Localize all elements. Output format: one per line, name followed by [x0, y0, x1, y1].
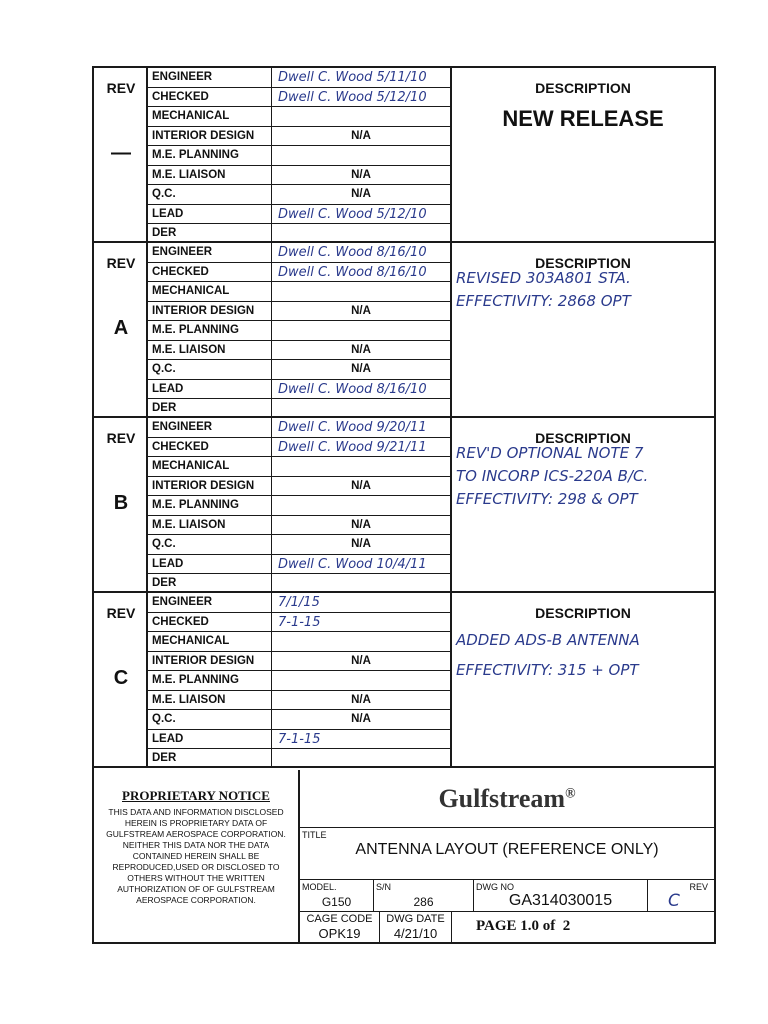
signature-row	[272, 243, 450, 263]
role-row	[148, 555, 271, 575]
cage-code-label: CAGE CODE	[306, 913, 373, 925]
signature-row	[272, 749, 450, 769]
role-row	[148, 243, 271, 263]
signature-column	[272, 593, 452, 766]
role-row	[148, 730, 271, 750]
signature-row	[272, 535, 450, 555]
role-row	[148, 341, 271, 361]
signature-row	[272, 88, 450, 108]
signature-na: N/A	[351, 479, 371, 492]
company-logo	[300, 784, 714, 814]
signature-row	[272, 282, 450, 302]
signature-na: N/A	[351, 343, 371, 356]
signature-na: N/A	[351, 168, 371, 181]
description-header: DESCRIPTION	[535, 430, 631, 446]
role-row	[148, 107, 271, 127]
signature-row	[272, 399, 450, 419]
cage-code-value: OPK19	[318, 926, 361, 941]
role-label: LEAD	[152, 557, 184, 570]
signature-row	[272, 438, 450, 458]
role-label: MECHANICAL	[152, 635, 230, 647]
role-row	[148, 224, 271, 244]
proprietary-heading: PROPRIETARY NOTICE	[122, 788, 270, 803]
role-label: M.E. PLANNING	[152, 674, 239, 686]
role-row	[148, 263, 271, 283]
signature-row	[272, 127, 450, 147]
description-line: EFFECTIVITY: 2868 OPT	[456, 292, 631, 310]
signature-row	[272, 632, 450, 652]
signature-row	[272, 613, 450, 633]
sn-cell	[374, 880, 474, 912]
signature-row	[272, 68, 450, 88]
signature-row	[272, 652, 450, 672]
role-label: DER	[152, 402, 177, 414]
signature-row	[272, 205, 450, 225]
role-row	[148, 438, 271, 458]
role-row	[148, 127, 271, 147]
role-row	[148, 477, 271, 497]
dwg-date-label: DWG DATE	[386, 913, 445, 925]
rev-value: C	[668, 891, 680, 911]
signature-na: N/A	[351, 538, 371, 550]
role-label: INTERIOR DESIGN	[152, 129, 255, 142]
signature: 7-1-15	[278, 731, 321, 747]
role-row	[148, 691, 271, 711]
role-row	[148, 652, 271, 672]
role-label: Q.C.	[152, 538, 176, 550]
role-label: DER	[152, 752, 177, 764]
role-label: ENGINEER	[152, 246, 213, 258]
signature-na: N/A	[351, 713, 371, 725]
description-line: EFFECTIVITY: 298 & OPT	[456, 490, 638, 508]
role-label: LEAD	[152, 382, 184, 395]
role-label: M.E. LIAISON	[152, 518, 226, 531]
signature-row	[272, 107, 450, 127]
model-cell	[300, 880, 374, 912]
rev-column	[94, 68, 148, 241]
signature: Dwell C. Wood 9/21/11	[278, 439, 427, 455]
role-label: DER	[152, 227, 177, 239]
signature-row	[272, 457, 450, 477]
role-row	[148, 516, 271, 536]
signature-row	[272, 341, 450, 361]
cage-code-cell	[300, 912, 380, 942]
dwg-no-value: GA314030015	[508, 892, 613, 909]
role-row	[148, 282, 271, 302]
description-line: ADDED ADS-B ANTENNA	[456, 631, 640, 649]
signature: 7-1-15	[278, 614, 321, 630]
proprietary-notice	[94, 770, 300, 942]
role-row	[148, 613, 271, 633]
role-row	[148, 185, 271, 205]
role-label: CHECKED	[152, 265, 209, 278]
signature: Dwell C. Wood 8/16/10	[278, 245, 427, 260]
role-label: Q.C.	[152, 188, 176, 200]
role-row	[148, 380, 271, 400]
role-column	[148, 418, 272, 591]
dwg-no-label: DWG NO	[476, 882, 514, 892]
role-column	[148, 593, 272, 766]
role-label: CHECKED	[152, 90, 209, 103]
signature-column	[272, 68, 452, 241]
role-label: INTERIOR DESIGN	[152, 479, 255, 492]
rev-letter: —	[111, 142, 131, 164]
sn-value: 286	[413, 895, 434, 909]
role-label: Q.C.	[152, 363, 176, 375]
rev-letter: C	[113, 667, 129, 689]
role-row	[148, 146, 271, 166]
dwg-date-value: 4/21/10	[393, 926, 438, 941]
rev-label: REV	[106, 255, 136, 271]
description-line: REVISED 303A801 STA.	[456, 269, 631, 287]
role-label: ENGINEER	[152, 596, 213, 608]
title-label: TITLE	[302, 830, 327, 840]
title-cell	[300, 828, 714, 880]
role-label: LEAD	[152, 732, 184, 745]
role-label: ENGINEER	[152, 71, 213, 83]
role-row	[148, 166, 271, 186]
role-row	[148, 496, 271, 516]
role-label: MECHANICAL	[152, 460, 230, 472]
signature-row	[272, 516, 450, 536]
signature-row	[272, 496, 450, 516]
role-row	[148, 321, 271, 341]
signature-row	[272, 224, 450, 244]
revision-block	[94, 418, 714, 593]
signature-row	[272, 380, 450, 400]
company-name: Gulfstream	[438, 784, 566, 813]
signature: Dwell C. Wood 5/11/10	[278, 70, 427, 85]
revision-block	[94, 593, 714, 768]
signature-row	[272, 710, 450, 730]
signature-row	[272, 555, 450, 575]
role-label: MECHANICAL	[152, 110, 230, 122]
signature-na: N/A	[351, 693, 371, 706]
signature-row	[272, 574, 450, 594]
description-text: NEW RELEASE	[502, 106, 664, 131]
role-row	[148, 68, 271, 88]
signature-row	[272, 185, 450, 205]
role-row	[148, 360, 271, 380]
signature-row	[272, 730, 450, 750]
rev-column	[94, 593, 148, 766]
signature-na: N/A	[351, 363, 371, 375]
rev-label: REV	[689, 882, 708, 892]
role-label: INTERIOR DESIGN	[152, 304, 255, 317]
rev-label: REV	[106, 80, 136, 96]
company-logo-cell	[300, 770, 714, 828]
signature-row	[272, 691, 450, 711]
role-row	[148, 671, 271, 691]
signature-row	[272, 477, 450, 497]
description-line: EFFECTIVITY: 315 + OPT	[456, 661, 639, 679]
signature-row	[272, 302, 450, 322]
signature-na: N/A	[351, 129, 371, 142]
drawing-frame	[92, 66, 716, 944]
role-row	[148, 574, 271, 594]
role-row	[148, 457, 271, 477]
signature: Dwell C. Wood 8/16/10	[278, 264, 427, 280]
signature-na: N/A	[351, 304, 371, 317]
page-cell	[452, 912, 714, 942]
role-label: INTERIOR DESIGN	[152, 654, 255, 667]
role-row	[148, 418, 271, 438]
role-label: ENGINEER	[152, 421, 213, 433]
rev-label: REV	[106, 430, 136, 446]
signature-row	[272, 146, 450, 166]
role-label: DER	[152, 577, 177, 589]
signature-row	[272, 321, 450, 341]
proprietary-text: THIS DATA AND INFORMATION DISCLOSED HEREIN IS PROPRIETARY DATA OF GULFSTREAM AEROSPACE CORPORATION. NEITHER THIS DATA NOR THE DATA CONTAINED HEREIN SHALL BE REPRODUCED,USED OR DISCLOSED TO OTHERS WITHOUT THE WRITTEN AUTHORIZATION OF OF GULFSTREAM AEROSPACE CORPORATION.	[106, 807, 286, 905]
role-row	[148, 302, 271, 322]
signature-row	[272, 593, 450, 613]
signature-na: N/A	[351, 654, 371, 667]
signature-row	[272, 360, 450, 380]
role-row	[148, 749, 271, 769]
signature: Dwell C. Wood 10/4/11	[278, 556, 427, 572]
role-row	[148, 535, 271, 555]
page-number: PAGE 1.0 of 2	[476, 918, 571, 934]
role-label: LEAD	[152, 207, 184, 220]
description-line: REV'D OPTIONAL NOTE 7	[456, 444, 644, 462]
dwg-date-cell	[380, 912, 452, 942]
description-header: DESCRIPTION	[535, 605, 631, 621]
role-row	[148, 205, 271, 225]
role-row	[148, 88, 271, 108]
role-column	[148, 243, 272, 416]
signature-na: N/A	[351, 518, 371, 531]
role-label: M.E. PLANNING	[152, 149, 239, 161]
role-row	[148, 710, 271, 730]
rev-cell	[648, 880, 714, 912]
role-row	[148, 632, 271, 652]
role-row	[148, 593, 271, 613]
title-block	[94, 770, 714, 942]
role-label: M.E. LIAISON	[152, 343, 226, 356]
role-label: M.E. LIAISON	[152, 168, 226, 181]
signature-row	[272, 671, 450, 691]
registered-mark: ®	[565, 786, 576, 802]
role-label: M.E. LIAISON	[152, 693, 226, 706]
rev-letter: A	[113, 317, 129, 339]
role-label: MECHANICAL	[152, 285, 230, 297]
description-line: TO INCORP ICS-220A B/C.	[456, 467, 649, 485]
rev-column	[94, 243, 148, 416]
signature-na: N/A	[351, 188, 371, 200]
dwg-no-cell	[474, 880, 648, 912]
rev-column	[94, 418, 148, 591]
signature-row	[272, 418, 450, 438]
rev-letter: B	[113, 492, 129, 514]
signature: Dwell C. Wood 8/16/10	[278, 381, 427, 397]
signature: 7/1/15	[278, 595, 320, 610]
role-label: CHECKED	[152, 440, 209, 453]
role-column	[148, 68, 272, 241]
model-value: G150	[321, 895, 352, 909]
revision-block	[94, 243, 714, 418]
signature-column	[272, 418, 452, 591]
role-label: CHECKED	[152, 615, 209, 628]
sn-label: S/N	[376, 882, 392, 892]
description-header: DESCRIPTION	[535, 255, 631, 271]
signature-row	[272, 166, 450, 186]
signature: Dwell C. Wood 9/20/11	[278, 420, 427, 435]
drawing-title: ANTENNA LAYOUT (REFERENCE ONLY)	[355, 841, 659, 858]
role-row	[148, 399, 271, 419]
role-label: M.E. PLANNING	[152, 324, 239, 336]
signature-row	[272, 263, 450, 283]
role-label: Q.C.	[152, 713, 176, 725]
model-label: MODEL.	[302, 882, 337, 892]
role-label: M.E. PLANNING	[152, 499, 239, 511]
rev-label: REV	[106, 605, 136, 621]
signature: Dwell C. Wood 5/12/10	[278, 89, 427, 105]
signature-column	[272, 243, 452, 416]
revision-block	[94, 68, 714, 243]
signature: Dwell C. Wood 5/12/10	[278, 206, 427, 222]
description-header: DESCRIPTION	[535, 80, 631, 96]
